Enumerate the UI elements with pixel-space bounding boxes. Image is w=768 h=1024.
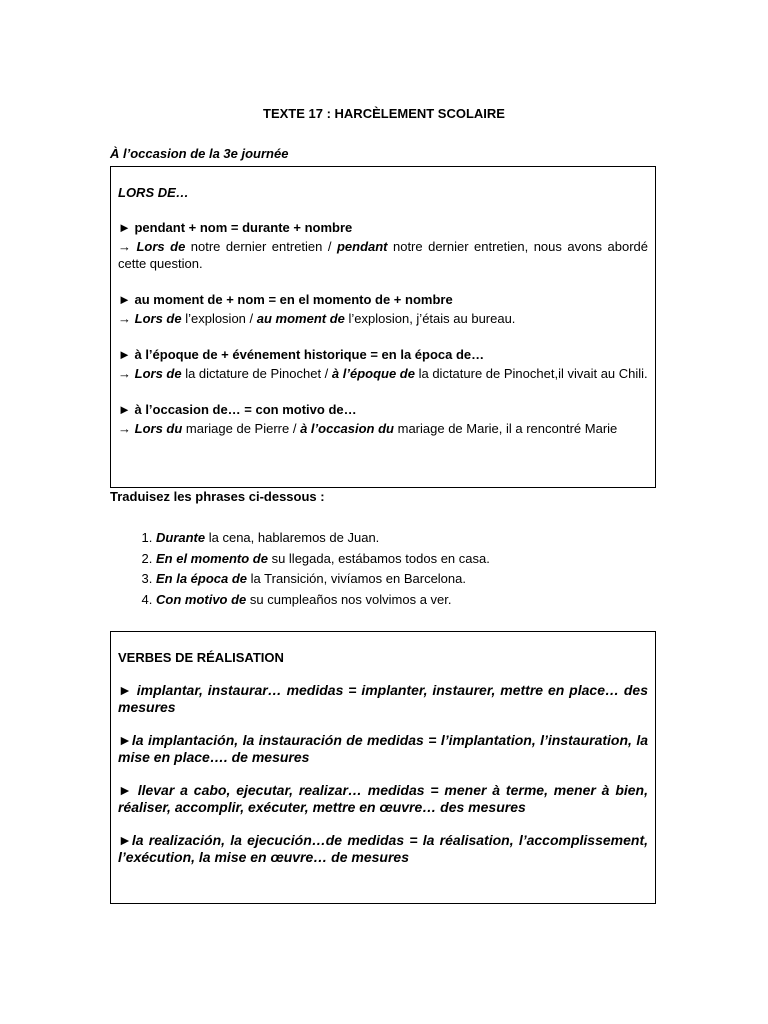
rule-example: → Lors de notre dernier entretien / pendant notre dernier entretien, nous avons abordé cette question.: [118, 239, 648, 271]
list-item: 4. Con motivo de su cumpleaños nos volvimos a ver.: [156, 590, 490, 611]
verb-item: ► llevar a cabo, ejecutar, realizar… medidas = mener à terme, mener à bien, réaliser, accomplir, exécuter, mettre en œuvre… des mesures: [118, 782, 648, 815]
verb-item: ► implantar, instaurar… medidas = implanter, instaurer, mettre en place… des mesures: [118, 682, 648, 715]
rule-example: → Lors de la dictature de Pinochet / à l’époque de la dictature de Pinochet,il vivait au Chili.: [118, 366, 648, 381]
rule-example: → Lors de l’explosion / au moment de l’explosion, j’étais au bureau.: [118, 311, 516, 326]
rule-heading: ► à l’occasion de… = con motivo de…: [118, 402, 357, 417]
rule-heading: ► au moment de + nom = en el momento de + nombre: [118, 292, 453, 307]
section-subtitle: À l’occasion de la 3e journée: [110, 146, 289, 161]
box-heading: LORS DE…: [118, 185, 189, 200]
exercise-instructions: Traduisez les phrases ci-dessous :: [110, 489, 325, 504]
verb-item: ►la realización, la ejecución…de medidas = la réalisation, l’accomplissement, l’exécution, la mise en œuvre… de mesures: [118, 832, 648, 865]
rule-heading: ► à l’époque de + événement historique = en la época de…: [118, 347, 485, 362]
list-item: 1. Durante la cena, hablaremos de Juan.: [156, 528, 490, 549]
page-title: TEXTE 17 : HARCÈLEMENT SCOLAIRE: [263, 106, 505, 121]
box-heading: VERBES DE RÉALISATION: [118, 650, 284, 665]
list-item: 3. En la época de la Transición, vivíamos en Barcelona.: [156, 569, 490, 590]
verbes-box: [110, 631, 656, 904]
rule-heading: ► pendant + nom = durante + nombre: [118, 220, 353, 235]
lors-de-box: [110, 166, 656, 488]
list-item: 2. En el momento de su llegada, estábamos todos en casa.: [156, 549, 490, 570]
verb-item: ►la implantación, la instauración de medidas = l’implantation, l’instauration, la mise en place…. de mesures: [118, 732, 648, 765]
exercise-list: [110, 528, 490, 611]
rule-example: → Lors du mariage de Pierre / à l’occasion du mariage de Marie, il a rencontré Marie: [118, 421, 618, 436]
